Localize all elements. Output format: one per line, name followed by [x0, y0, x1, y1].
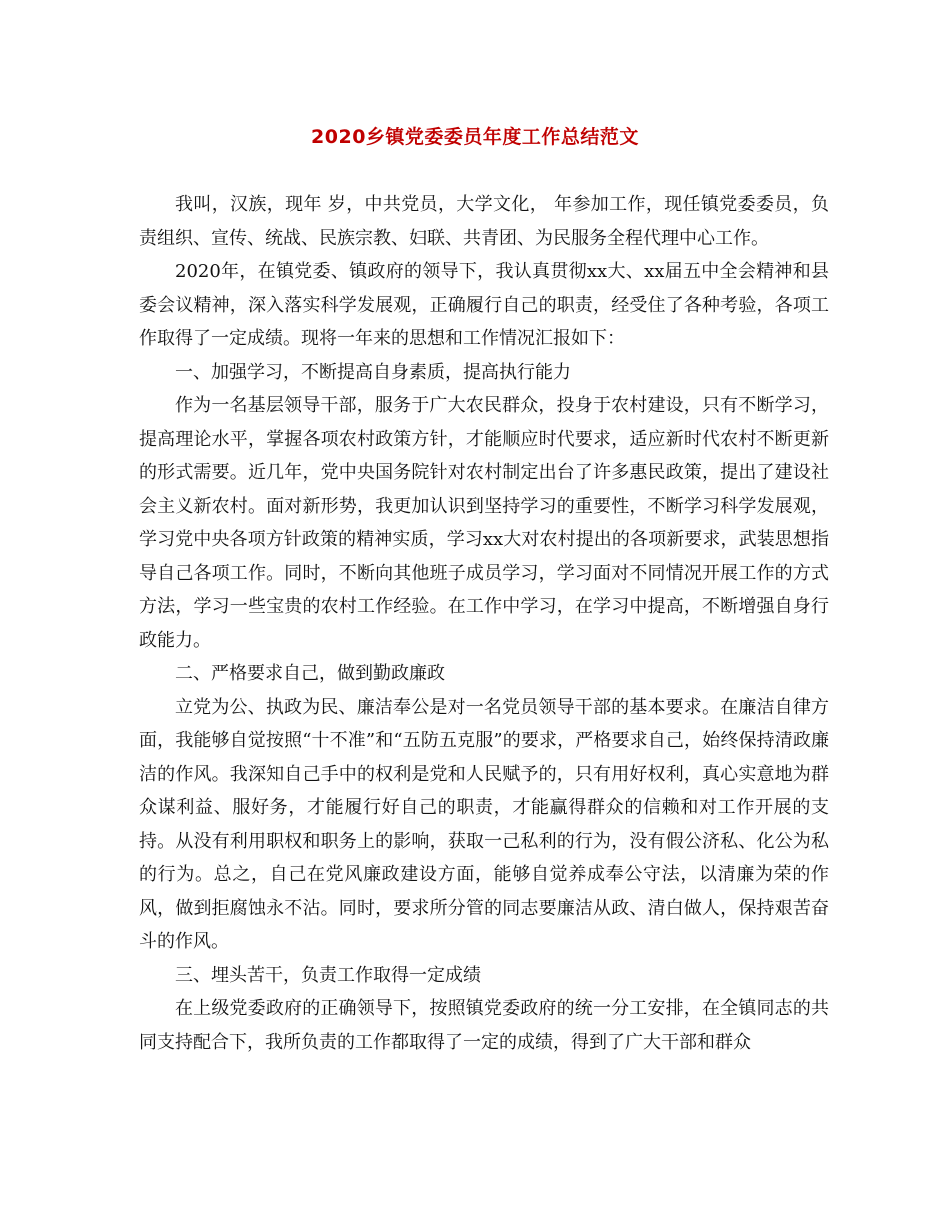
- section-3-paragraph: 在上级党委政府的正确领导下，按照镇党委政府的统一分工安排，在全镇同志的共同支持配合下，我所负责的工作都取得了一定的成绩，得到了广大干部和群众: [139, 998, 829, 1053]
- document-body: [139, 188, 829, 1059]
- section-1-paragraph: 作为一名基层领导干部，服务于广大农民群众，投身于农村建设，只有不断学习，提高理论水平，掌握各项农村政策方针，才能顺应时代要求，适应新时代农村不断更新的形式需要。近几年，党中央国务院针对农村制定出台了许多惠民政策，提出了建设社会主义新农村。面对新形势，我更加认识到坚持学习的重要性，不断学习科学发展观，学习党中央各项方针政策的精神实质，学习xx大对农村提出的各项新要求，武装思想指导自己各项工作。同时，不断向其他班子成员学习，学习面对不同情况开展工作的方式方法，学习一些宝贵的农村工作经验。在工作中学习，在学习中提高，不断增强自身行政能力。: [139, 395, 829, 651]
- intro-paragraph: 我叫，汉族，现年 岁，中共党员，大学文化， 年参加工作，现任镇党委委员，负责组织、宣传、统战、民族宗教、妇联、共青团、为民服务全程代理中心工作。: [139, 194, 829, 249]
- section-2-paragraph: 立党为公、执政为民、廉洁奉公是对一名党员领导干部的基本要求。在廉洁自律方面，我能够自觉按照“十不准”和“五防五克服”的要求，严格要求自己，始终保持清政廉洁的作风。我深知自己手中的权利是党和人民赋予的，只有用好权利，真心实意地为群众谋利益、服好务，才能履行好自己的职责，才能赢得群众的信赖和对工作开展的支持。从没有利用职权和职务上的影响，获取一己私利的行为，没有假公济私、化公为私的行为。总之，自己在党风廉政建设方面，能够自觉养成奉公守法，以清廉为荣的作风，做到拒腐蚀永不沾。同时，要求所分管的同志要廉洁从政、清白做人，保持艰苦奋斗的作风。: [139, 696, 829, 952]
- section-heading-2: 二、严格要求自己，做到勤政廉政: [175, 663, 445, 684]
- overview-paragraph: 2020年，在镇党委、镇政府的领导下，我认真贯彻xx大、xx届五中全会精神和县委会议精神，深入落实科学发展观，正确履行自己的职责，经受住了各种考验，各项工作取得了一定成绩。现将一年来的思想和工作情况汇报如下：: [139, 261, 829, 349]
- document-title: 2020乡镇党委委员年度工作总结范文: [311, 126, 639, 148]
- section-heading-1: 一、加强学习，不断提高自身素质，提高执行能力: [175, 361, 571, 383]
- section-heading-3: 三、埋头苦干，负责工作取得一定成绩: [175, 964, 481, 986]
